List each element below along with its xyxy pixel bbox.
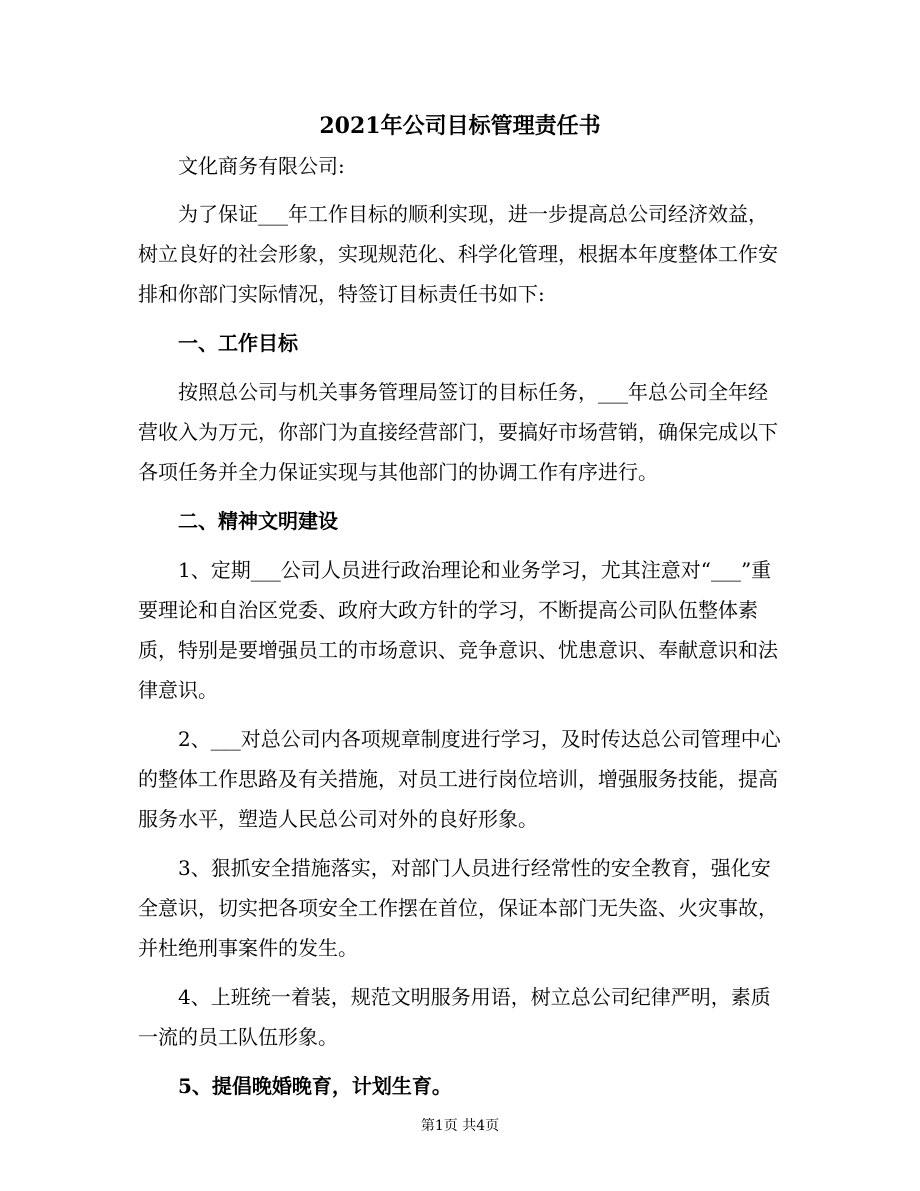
section-heading-work-goals: 一、工作目标 — [178, 331, 298, 355]
item-2-paragraph: 2、___对总公司内各项规章制度进行学习，及时传达总公司管理中心的整体工作思路及有关措施，对员工进行岗位培训，增强服务技能，提高服务水平，塑造人民总公司对外的良好形象。 — [138, 727, 781, 831]
document-body — [138, 146, 782, 1115]
page-number-footer: 第1页 共4页 — [420, 1118, 500, 1134]
section-heading-spiritual-civilization: 二、精神文明建设 — [178, 509, 338, 533]
intro-paragraph: 为了保证___年工作目标的顺利实现，进一步提高总公司经济效益，树立良好的社会形象，实现规范化、科学化管理，根据本年度整体工作安排和你部门实际情况，特签订目标责任书如下: — [138, 202, 778, 306]
salutation: 文化商务有限公司: — [178, 154, 345, 178]
item-3-paragraph: 3、狠抓安全措施落实，对部门人员进行经常性的安全教育，强化安全意识，切实把各项安全工作摆在首位，保证本部门无失盗、火灾事故，并杜绝刑事案件的发生。 — [138, 856, 778, 960]
document-title: 2021年公司目标管理责任书 — [319, 113, 601, 139]
work-goals-paragraph: 按照总公司与机关事务管理局签订的目标任务，___年总公司全年经营收入为万元，你部门为直接经营部门，要搞好市场营销，确保完成以下各项任务并全力保证实现与其他部门的协调工作有序进行。 — [138, 380, 778, 484]
item-4-paragraph: 4、上班统一着装，规范文明服务用语，树立总公司纪律严明，素质一流的员工队伍形象。 — [138, 985, 771, 1049]
item-1-paragraph: 1、定期___公司人员进行政治理论和业务学习，尤其注意对“___”重要理论和自治区党委、政府大政方针的学习，不断提高公司队伍整体素质，特别是要增强员工的市场意识、竞争意识、忧患意识、奉献意识和法律意识。 — [138, 558, 778, 702]
item-5-paragraph: 5、提倡晚婚晚育，计划生育。 — [178, 1074, 452, 1098]
